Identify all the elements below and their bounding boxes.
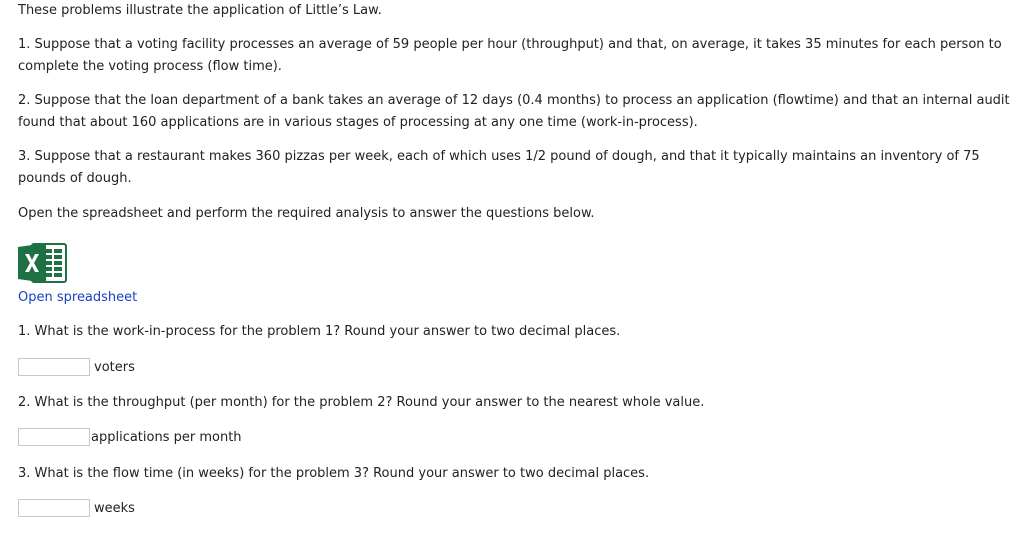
problem-1-text: 1. Suppose that a voting facility processes an average of 59 people per hour (throughput) and that, on average, it takes 35 minutes for each person to complete the voting process (flow time).: [18, 37, 1002, 74]
question-1-text: 1. What is the work-in-process for the problem 1? Round your answer to two decimal places.: [18, 324, 621, 339]
answer-1-unit: voters: [94, 359, 135, 375]
answer-2-input[interactable]: [18, 428, 90, 446]
answer-3-unit: weeks: [94, 500, 135, 516]
question-2-text: 2. What is the throughput (per month) for the problem 2? Round your answer to the nearest whole value.: [18, 395, 705, 410]
problem-3-text: 3. Suppose that a restaurant makes 360 pizzas per week, each of which uses 1/2 pound of dough, and that it typically maintains an inventory of 75 pounds of dough.: [18, 149, 980, 186]
intro-text: These problems illustrate the application of Little’s Law.: [18, 3, 382, 18]
answer-2-unit: applications per month: [91, 429, 242, 445]
answer-row-3: [18, 498, 135, 518]
question-3-text: 3. What is the flow time (in weeks) for the problem 3? Round your answer to two decimal places.: [18, 466, 650, 481]
answer-row-1: [18, 357, 135, 377]
answer-row-2: [18, 427, 242, 447]
open-spreadsheet-link[interactable]: Open spreadsheet: [18, 290, 138, 305]
answer-3-input[interactable]: [18, 499, 90, 517]
answer-1-input[interactable]: [18, 358, 90, 376]
excel-icon[interactable]: [18, 242, 68, 284]
instruction-text: Open the spreadsheet and perform the required analysis to answer the questions below.: [18, 206, 595, 221]
problem-2-text: 2. Suppose that the loan department of a bank takes an average of 12 days (0.4 months) to process an application (flowtime) and that an internal audit found that about 160 applications are in various stages of processing at any one time (work-in-process).: [18, 93, 1010, 130]
